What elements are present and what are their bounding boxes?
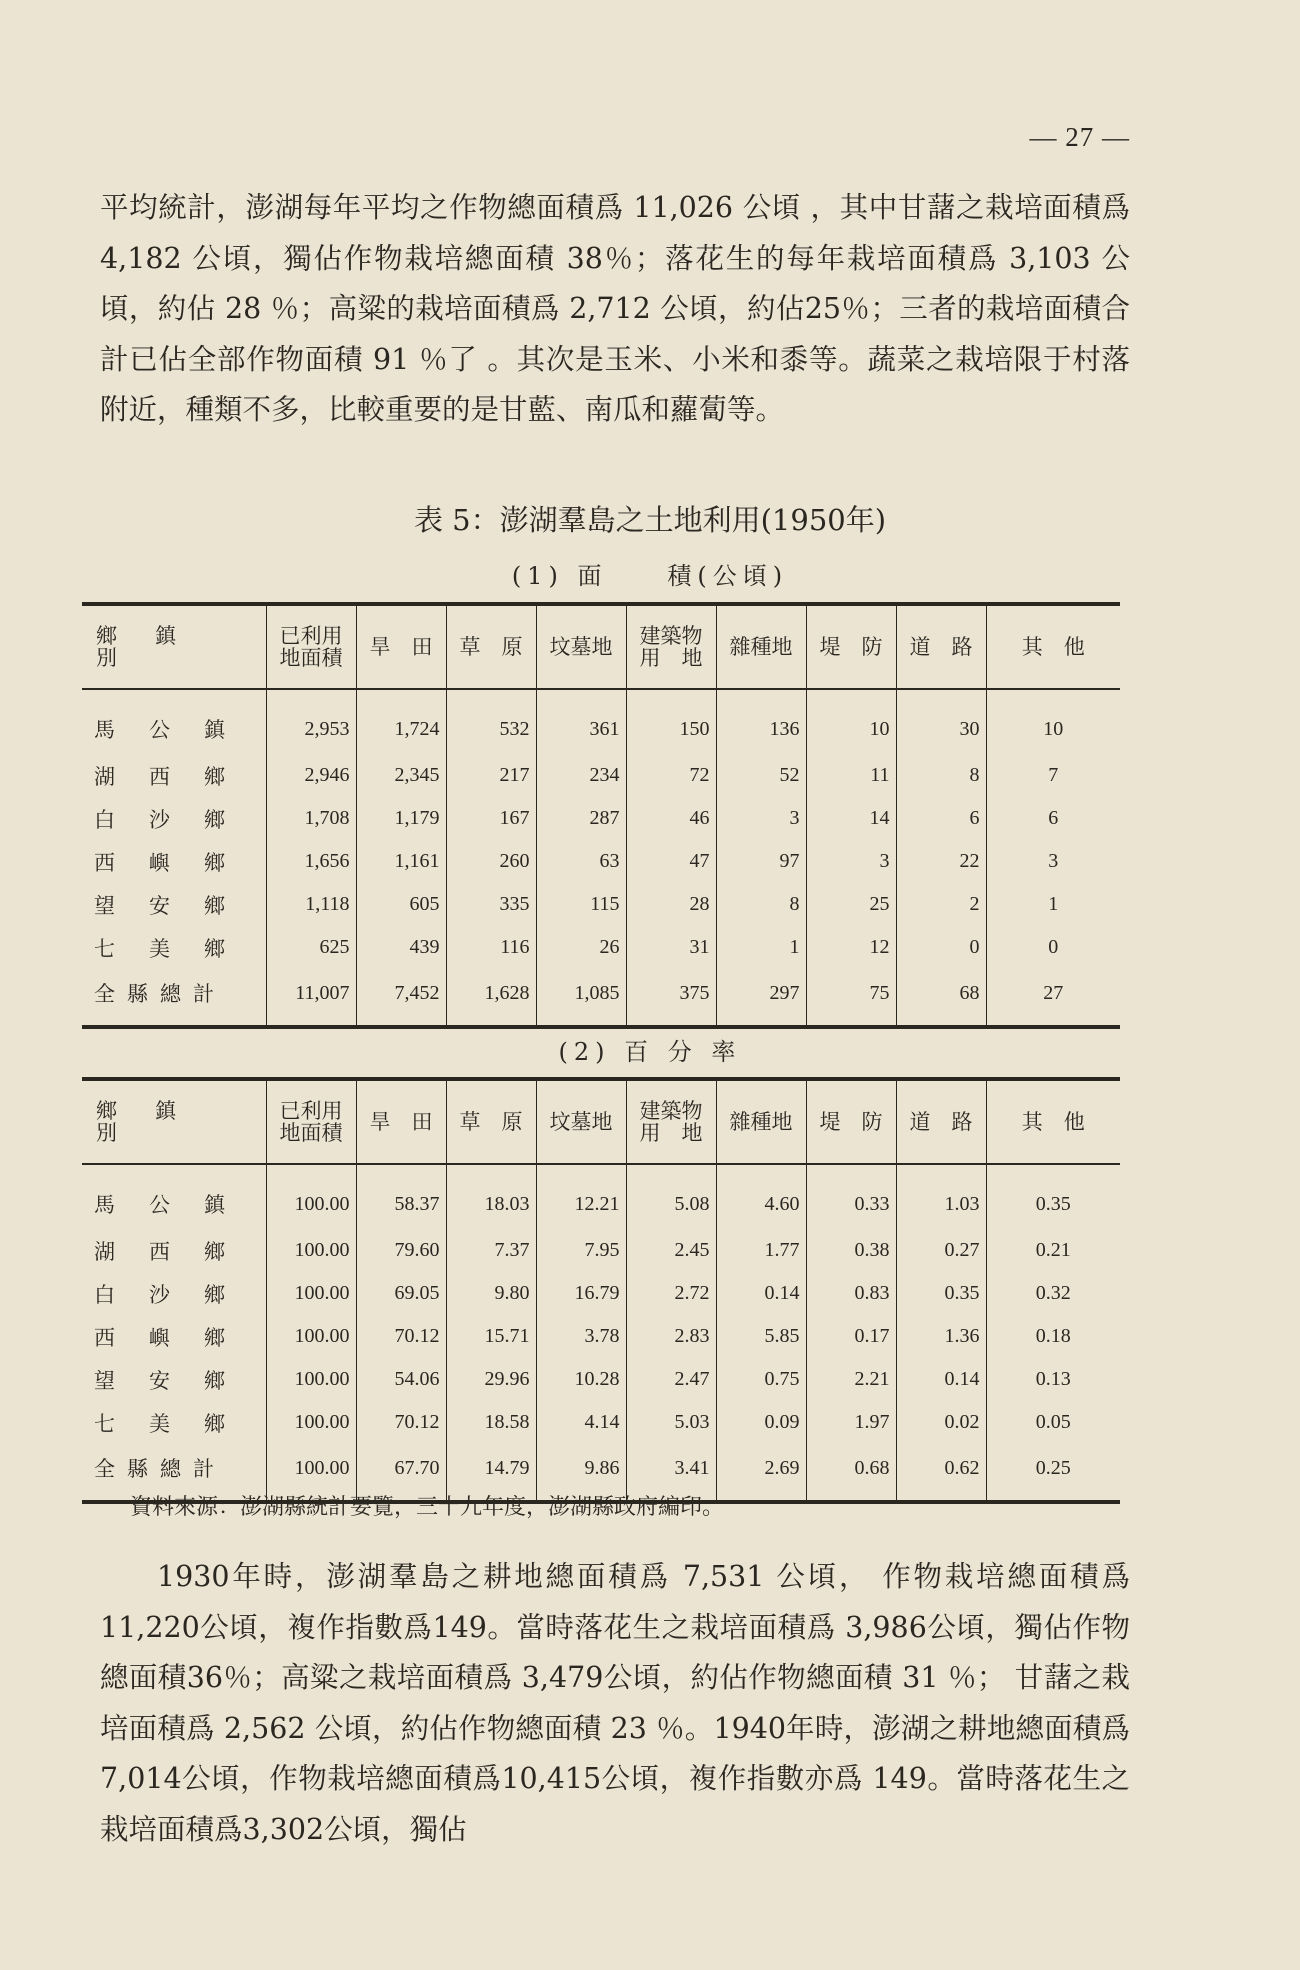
header-building: 建築物用 地	[626, 1079, 716, 1164]
table-cell: 1,656	[266, 840, 356, 883]
table-cell: 0.33	[806, 1164, 896, 1229]
table-cell: 100.00	[266, 1401, 356, 1444]
table-cell: 12	[806, 926, 896, 969]
table-cell: 75	[806, 969, 896, 1027]
table-cell: 6	[896, 797, 986, 840]
percent-table	[82, 1077, 1120, 1504]
table-cell: 2	[896, 883, 986, 926]
table-cell: 297	[716, 969, 806, 1027]
table-cell: 0.68	[806, 1444, 896, 1502]
table-cell: 15.71	[446, 1315, 536, 1358]
table-cell: 0.32	[1035, 1282, 1071, 1304]
table-cell: 22	[896, 840, 986, 883]
table-cell: 1,724	[356, 689, 446, 754]
table-cell: 0.18	[1035, 1325, 1071, 1347]
table-cell: 0.05	[1035, 1411, 1071, 1433]
table-cell: 0.25	[1035, 1456, 1071, 1479]
header-grave: 坟墓地	[536, 1079, 626, 1164]
row-town: 望安鄉	[82, 1358, 266, 1401]
paragraph-intro: 平均統計，澎湖每年平均之作物總面積爲 11,026 公頃 ，其中甘藷之栽培面積爲 4,182 公頃，獨佔作物栽培總面積 38％；落花生的每年栽培面積爲 3,103 公頃，約佔 28 ％；高粱的栽培面積爲 2,712 公頃，約佔25％；三者的栽培面積合計已佔全部作物面積 91 ％了 。其次是玉米、小米和黍等。蔬菜之栽培限于村落附近，種類不多，比較重要的是甘藍、南瓜和蘿蔔等。	[100, 191, 1130, 426]
table-cell: 2.83	[626, 1315, 716, 1358]
table-row	[82, 797, 1120, 840]
area-header-row	[82, 604, 1120, 689]
table-cell: 10	[806, 689, 896, 754]
table-cell: 70.12	[356, 1401, 446, 1444]
table-cell: 4.60	[716, 1164, 806, 1229]
table-cell: 5.08	[626, 1164, 716, 1229]
table-cell: 100.00	[266, 1229, 356, 1272]
table-row	[82, 689, 1120, 754]
table-cell: 532	[446, 689, 536, 754]
table-cell: 2.47	[626, 1358, 716, 1401]
table-cell: 1.77	[716, 1229, 806, 1272]
table-cell: 116	[446, 926, 536, 969]
row-town: 湖西鄉	[82, 754, 266, 797]
table-cell: 0.83	[806, 1272, 896, 1315]
table-cell: 1.03	[896, 1164, 986, 1229]
table-cell: 2.21	[806, 1358, 896, 1401]
table-cell: 0	[896, 926, 986, 969]
table-cell: 2,953	[266, 689, 356, 754]
table-cell: 68	[896, 969, 986, 1027]
table-cell: 11	[806, 754, 896, 797]
table-cell: 3	[716, 797, 806, 840]
header-embankment: 堤 防	[806, 1079, 896, 1164]
percent-header-row	[82, 1079, 1120, 1164]
table-cell: 0.14	[896, 1358, 986, 1401]
table-row	[82, 840, 1120, 883]
table-cell: 0.35	[896, 1272, 986, 1315]
table-cell: 3	[806, 840, 896, 883]
row-town: 白沙鄉	[82, 1272, 266, 1315]
row-town: 全縣總計	[82, 1444, 266, 1502]
table-cell: 14	[806, 797, 896, 840]
table-cell: 79.60	[356, 1229, 446, 1272]
table-cell: 100.00	[266, 1315, 356, 1358]
table-cell: 625	[266, 926, 356, 969]
table-cell: 2.69	[716, 1444, 806, 1502]
row-town: 馬公鎮	[82, 689, 266, 754]
table-cell: 167	[446, 797, 536, 840]
table-cell: 18.03	[446, 1164, 536, 1229]
header-town: 鄉鎮別	[82, 604, 266, 689]
table-cell: 69.05	[356, 1272, 446, 1315]
header-grave: 坟墓地	[536, 604, 626, 689]
table-cell: 63	[536, 840, 626, 883]
table-cell: 1,118	[266, 883, 356, 926]
table-cell: 47	[626, 840, 716, 883]
table-cell: 0.13	[1035, 1368, 1071, 1390]
row-town: 望安鄉	[82, 883, 266, 926]
section-percent-label: (2) 百 分 率	[558, 1038, 742, 1066]
page-number: — 27 —	[1029, 122, 1130, 152]
header-road: 道 路	[896, 1079, 986, 1164]
table-cell: 3	[1048, 850, 1059, 872]
table-row	[82, 883, 1120, 926]
table-cell: 136	[716, 689, 806, 754]
row-town: 馬公鎮	[82, 1164, 266, 1229]
table-cell: 31	[626, 926, 716, 969]
row-town: 湖西鄉	[82, 1229, 266, 1272]
table-cell: 287	[536, 797, 626, 840]
table-cell: 29.96	[446, 1358, 536, 1401]
header-grassland: 草 原	[446, 1079, 536, 1164]
table-cell: 361	[536, 689, 626, 754]
table-cell: 234	[536, 754, 626, 797]
table-cell: 6	[1048, 807, 1059, 829]
table-row	[82, 926, 1120, 969]
data-source-note: 資料來源：澎湖縣統計要覽，三十九年度，澎湖縣政府編印。	[130, 1495, 725, 1520]
table-cell: 7.95	[536, 1229, 626, 1272]
table-cell: 18.58	[446, 1401, 536, 1444]
table-cell: 260	[446, 840, 536, 883]
table-cell: 0.27	[896, 1229, 986, 1272]
table-cell: 0.38	[806, 1229, 896, 1272]
table-row	[82, 1315, 1120, 1358]
table-title: 表 5：澎湖羣島之土地利用(1950年)	[413, 503, 887, 537]
row-town: 白沙鄉	[82, 797, 266, 840]
table-cell: 2.72	[626, 1272, 716, 1315]
table-cell: 115	[536, 883, 626, 926]
table-cell: 2,946	[266, 754, 356, 797]
area-table	[82, 602, 1120, 1029]
table-cell: 1	[1048, 893, 1059, 915]
header-embankment: 堤 防	[806, 604, 896, 689]
table-row	[82, 1164, 1120, 1229]
table-cell: 0.62	[896, 1444, 986, 1502]
paragraph-history: 1930年時，澎湖羣島之耕地總面積爲 7,531 公頃， 作物栽培總面積爲 11,220公頃，複作指數爲149。當時落花生之栽培面積爲 3,986公頃，獨佔作物總面積36％；高粱之栽培面積爲 3,479公頃，約佔作物總面積 31 ％； 甘藷之栽培面積爲 2,562 公頃，約佔作物總面積 23 ％。1940年時，澎湖之耕地總面積爲7,014公頃，作物栽培總面積爲10,415公頃，複作指數亦爲 149。當時落花生之栽培面積爲3,302公頃，獨佔	[100, 1560, 1130, 1846]
table-cell: 5.03	[626, 1401, 716, 1444]
table-cell: 72	[626, 754, 716, 797]
section-area-label: (1) 面 積(公頃)	[511, 562, 789, 590]
header-other: 其 他	[986, 604, 1120, 689]
header-building: 建築物用 地	[626, 604, 716, 689]
table-cell: 375	[626, 969, 716, 1027]
table-row	[82, 1401, 1120, 1444]
table-cell: 3.41	[626, 1444, 716, 1502]
table-cell: 28	[626, 883, 716, 926]
table-cell: 335	[446, 883, 536, 926]
table-cell: 97	[716, 840, 806, 883]
table-cell: 0.75	[716, 1358, 806, 1401]
table-cell: 7.37	[446, 1229, 536, 1272]
table-cell: 8	[896, 754, 986, 797]
table-cell: 4.14	[536, 1401, 626, 1444]
table-row	[82, 1272, 1120, 1315]
table-cell: 14.79	[446, 1444, 536, 1502]
table-cell: 27	[1043, 981, 1064, 1004]
table-cell: 1,708	[266, 797, 356, 840]
header-used-area: 已利用地面積	[266, 1079, 356, 1164]
table-cell: 217	[446, 754, 536, 797]
table-row	[82, 1358, 1120, 1401]
table-cell: 100.00	[266, 1444, 356, 1502]
table-cell: 7,452	[356, 969, 446, 1027]
table-cell: 10.28	[536, 1358, 626, 1401]
header-misc: 雜種地	[716, 604, 806, 689]
header-dry-field: 旱 田	[356, 1079, 446, 1164]
table-cell: 16.79	[536, 1272, 626, 1315]
table-cell: 26	[536, 926, 626, 969]
header-misc: 雜種地	[716, 1079, 806, 1164]
table-cell: 1,161	[356, 840, 446, 883]
table-cell: 7	[1048, 764, 1059, 786]
table-cell: 0.14	[716, 1272, 806, 1315]
header-other: 其 他	[986, 1079, 1120, 1164]
table-cell: 10	[1043, 717, 1064, 740]
row-town: 全縣總計	[82, 969, 266, 1027]
table-cell: 1.36	[896, 1315, 986, 1358]
table-cell: 11,007	[266, 969, 356, 1027]
table-cell: 54.06	[356, 1358, 446, 1401]
header-dry-field: 旱 田	[356, 604, 446, 689]
table-cell: 9.80	[446, 1272, 536, 1315]
table-cell: 0.35	[1035, 1192, 1071, 1215]
header-grassland: 草 原	[446, 604, 536, 689]
table-row	[82, 1229, 1120, 1272]
table-cell: 5.85	[716, 1315, 806, 1358]
table-cell: 1	[716, 926, 806, 969]
table-cell: 0	[1048, 936, 1059, 958]
table-cell: 0.17	[806, 1315, 896, 1358]
header-town: 鄉鎮別	[82, 1079, 266, 1164]
table-cell: 439	[356, 926, 446, 969]
row-town: 七美鄉	[82, 1401, 266, 1444]
table-cell: 9.86	[536, 1444, 626, 1502]
table-cell: 0.21	[1035, 1239, 1071, 1261]
table-cell: 100.00	[266, 1272, 356, 1315]
table-cell: 8	[716, 883, 806, 926]
table-cell: 52	[716, 754, 806, 797]
header-used-area: 已利用地面積	[266, 604, 356, 689]
table-cell: 70.12	[356, 1315, 446, 1358]
table-cell: 46	[626, 797, 716, 840]
table-cell: 3.78	[536, 1315, 626, 1358]
table-row	[82, 969, 1120, 1027]
header-road: 道 路	[896, 604, 986, 689]
table-cell: 67.70	[356, 1444, 446, 1502]
table-cell: 25	[806, 883, 896, 926]
table-cell: 150	[626, 689, 716, 754]
row-town: 七美鄉	[82, 926, 266, 969]
table-cell: 30	[896, 689, 986, 754]
table-cell: 100.00	[266, 1164, 356, 1229]
table-cell: 1,628	[446, 969, 536, 1027]
row-town: 西嶼鄉	[82, 840, 266, 883]
table-cell: 0.02	[896, 1401, 986, 1444]
table-cell: 605	[356, 883, 446, 926]
table-cell: 1.97	[806, 1401, 896, 1444]
table-cell: 0.09	[716, 1401, 806, 1444]
table-cell: 2.45	[626, 1229, 716, 1272]
table-cell: 58.37	[356, 1164, 446, 1229]
table-cell: 1,085	[536, 969, 626, 1027]
table-cell: 12.21	[536, 1164, 626, 1229]
table-cell: 2,345	[356, 754, 446, 797]
table-row	[82, 754, 1120, 797]
row-town: 西嶼鄉	[82, 1315, 266, 1358]
table-cell: 100.00	[266, 1358, 356, 1401]
table-cell: 1,179	[356, 797, 446, 840]
